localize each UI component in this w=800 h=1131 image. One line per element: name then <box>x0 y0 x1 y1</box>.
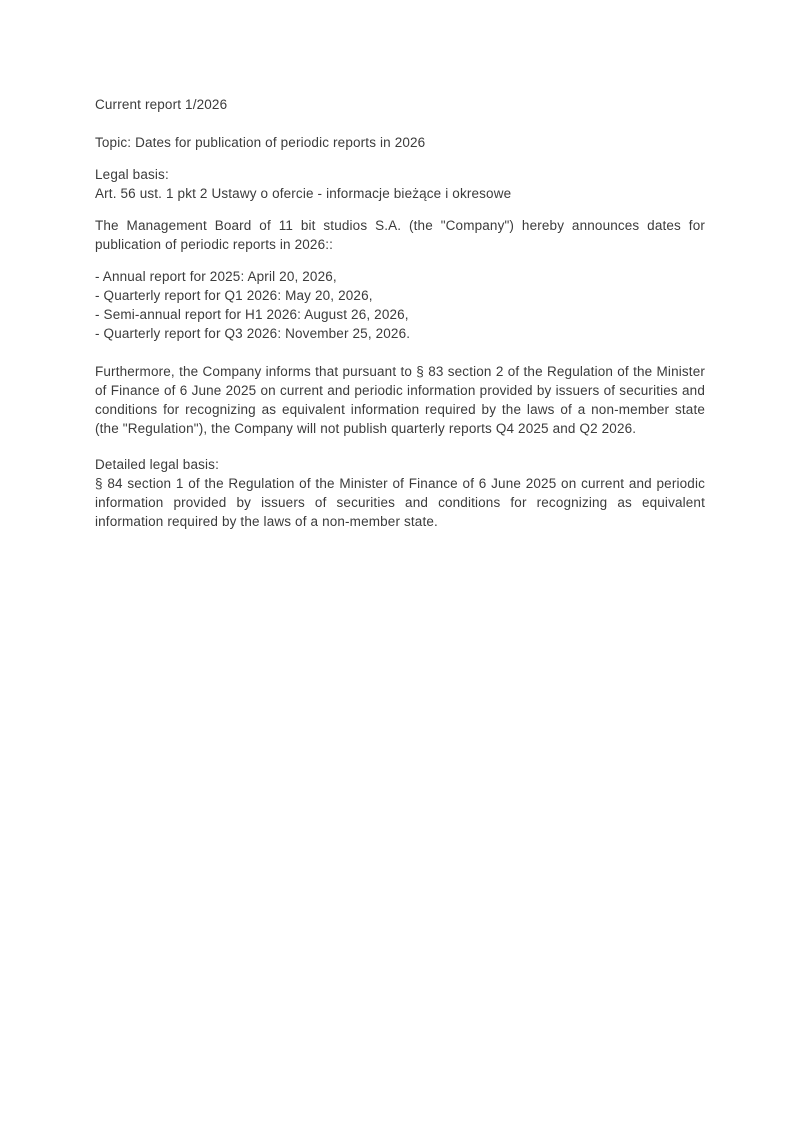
report-date-q3: - Quarterly report for Q3 2026: November 25, 2026. <box>95 326 411 341</box>
report-date-annual: - Annual report for 2025: April 20, 2026, <box>95 269 337 284</box>
report-topic: Topic: Dates for publication of periodic reports in 2026 <box>95 135 426 150</box>
legal-basis-block <box>95 165 705 203</box>
detailed-legal-basis-block <box>95 455 705 531</box>
furthermore-paragraph: Furthermore, the Company informs that pursuant to § 83 section 2 of the Regulation of the Minister of Finance of 6 June 2025 on current and periodic information provided by issuers of securities and conditions for recognizing as equivalent information required by the laws of a non-member state (the "Regulation"), the Company will not publish quarterly reports Q4 2025 and Q2 2026. <box>95 364 705 436</box>
report-title: Current report 1/2026 <box>95 97 228 112</box>
detailed-legal-basis-label: Detailed legal basis: <box>95 457 219 472</box>
intro-paragraph: The Management Board of 11 bit studios S.A. (the "Company") hereby announces dates for publication of periodic reports in 2026:: <box>95 218 705 252</box>
detailed-legal-basis-text: § 84 section 1 of the Regulation of the Minister of Finance of 6 June 2025 on current and periodic information provided by issuers of securities and conditions for recognizing as equivalent information required by the laws of a non-member state. <box>95 476 705 529</box>
report-date-q1: - Quarterly report for Q1 2026: May 20, 2026, <box>95 288 373 303</box>
report-dates-list <box>95 267 705 343</box>
legal-basis-text: Art. 56 ust. 1 pkt 2 Ustawy o ofercie - informacje bieżące i okresowe <box>95 186 512 201</box>
legal-basis-label: Legal basis: <box>95 167 169 182</box>
report-date-h1: - Semi-annual report for H1 2026: August 26, 2026, <box>95 307 409 322</box>
